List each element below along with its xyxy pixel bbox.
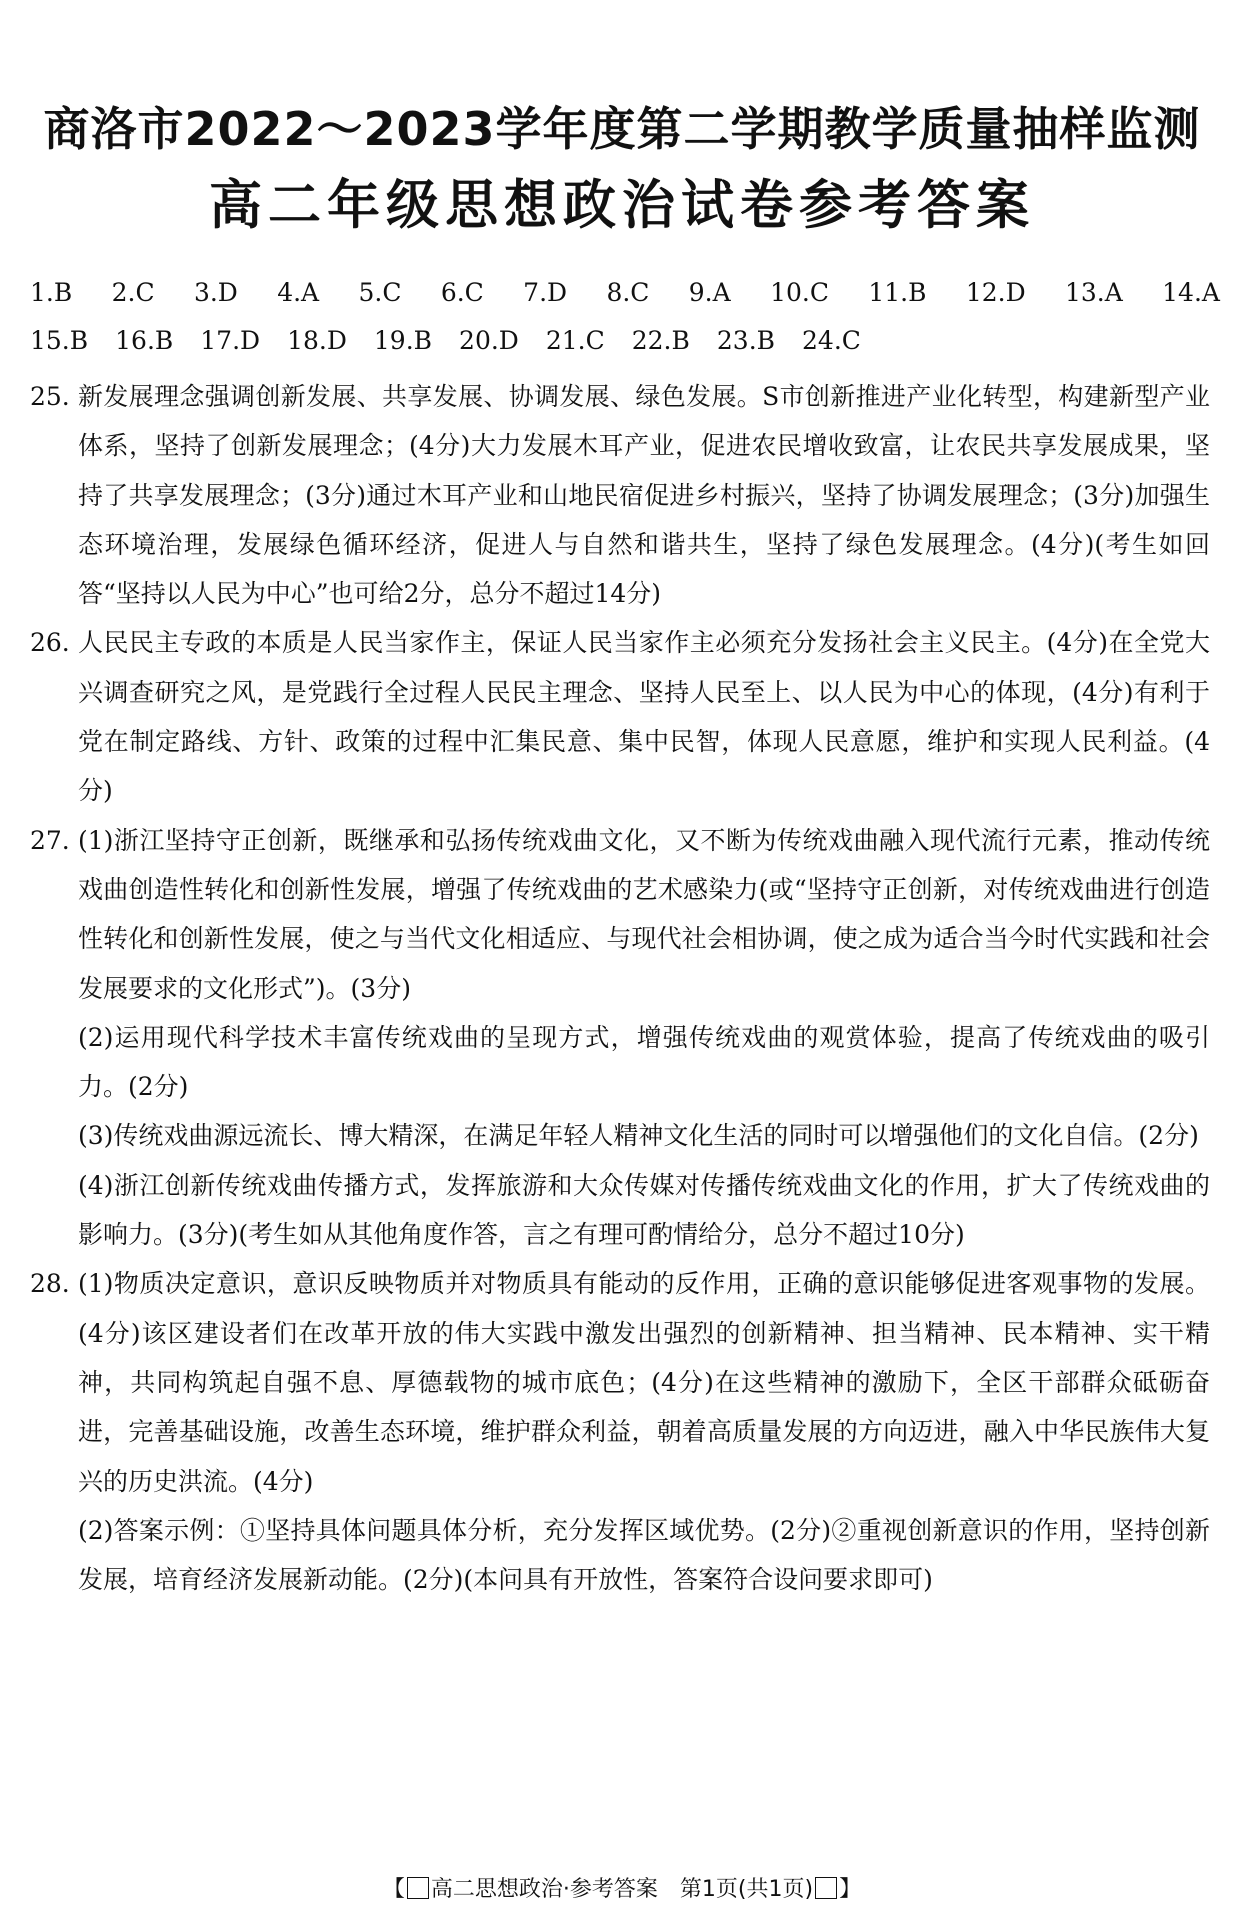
mc-answer: 6.C [440, 278, 484, 307]
mc-answer: 14.A [1162, 278, 1220, 307]
question-28 [30, 1259, 1210, 1604]
mc-answer: 15.B [30, 326, 89, 355]
question-number: 28. [30, 1269, 70, 1299]
mc-answer: 4.A [277, 278, 320, 307]
question-28-part-1: (1)物质决定意识，意识反映物质并对物质具有能动的反作用，正确的意识能够促进客观事物的发展。(4分)该区建设者们在改革开放的伟大实践中激发出强烈的创新精神、担当精神、民本精神、实干精神，共同构筑起自强不息、厚德载物的城市底色；(4分)在这些精神的激励下，全区干部群众砥砺奋进，完善基础设施，改善生态环境，维护群众利益，朝着高质量发展的方向迈进，融入中华民族伟大复兴的历史洪流。(4分) [78, 1269, 1210, 1496]
question-27-part-3: (3)传统戏曲源远流长、博大精深，在满足年轻人精神文化生活的同时可以增强他们的文化自信。(2分) [78, 1121, 1199, 1151]
question-number: 26. [30, 628, 70, 658]
question-27 [30, 816, 1210, 1260]
title-line-2: 高二年级思想政治试卷参考答案 [209, 175, 1035, 236]
square-box-icon [815, 1877, 837, 1899]
question-number: 25. [30, 382, 70, 411]
mc-answer: 20.D [459, 326, 519, 355]
question-26 [30, 618, 1210, 815]
square-box-icon [407, 1877, 429, 1899]
mc-answer: 22.B [631, 326, 690, 355]
question-26-answer: 人民民主专政的本质是人民当家作主，保证人民当家作主必须充分发扬社会主义民主。(4分)在全党大兴调查研究之风，是党践行全过程人民民主理念、坚持人民至上、以人民为中心的体现，(4分)有利于党在制定路线、方针、政策的过程中汇集民意、集中民智，体现人民意愿，维护和实现人民利益。(4分) [78, 628, 1210, 806]
question-number: 27. [30, 825, 70, 855]
page-footer [0, 1872, 1244, 1903]
mc-answer: 23.B [716, 326, 776, 355]
mc-answers-row-1 [30, 278, 1220, 307]
question-25-answer: 新发展理念强调创新发展、共享发展、协调发展、绿色发展。S市创新推进产业化转型，构建新型产业体系，坚持了创新发展理念；(4分)大力发展木耳产业，促进农民增收致富，让农民共享发展成果，坚持了共享发展理念；(3分)通过木耳产业和山地民宿促进乡村振兴，坚持了协调发展理念；(3分)加强生态环境治理，发展绿色循环经济，促进人与自然和谐共生，坚持了绿色发展理念。(4分)(考生如回答“坚持以人民为中心”也可给2分，总分不超过14分) [78, 382, 1210, 609]
footer-text: 高二思想政治·参考答案 第1页(共1页) [430, 1877, 814, 1902]
question-27-part-2: (2)运用现代科学技术丰富传统戏曲的呈现方式，增强传统戏曲的观赏体验，提高了传统戏曲的吸引力。(2分) [78, 1022, 1210, 1102]
mc-answer: 11.B [868, 278, 927, 307]
title-line-1: 商洛市2022～2023学年度第二学期教学质量抽样监测 [43, 102, 1201, 156]
footer-bracket-open: 【 [382, 1877, 405, 1902]
mc-answer: 8.C [606, 278, 650, 307]
answer-body [30, 372, 1210, 1604]
mc-answer: 18.D [287, 326, 347, 355]
mc-answer: 10.C [770, 278, 829, 307]
mc-answer: 12.D [965, 278, 1026, 307]
mc-answer: 9.A [688, 278, 731, 307]
mc-answer: 1.B [30, 278, 73, 307]
mc-answers-row-2 [30, 326, 1220, 355]
mc-answer: 13.A [1064, 278, 1123, 307]
mc-answer: 17.D [200, 326, 261, 355]
mc-answer: 19.B [373, 326, 433, 355]
mc-answer: 24.C [802, 326, 861, 355]
question-27-part-4: (4)浙江创新传统戏曲传播方式，发挥旅游和大众传媒对传播传统戏曲文化的作用，扩大了传统戏曲的影响力。(3分)(考生如从其他角度作答，言之有理可酌情给分，总分不超过10分) [78, 1170, 1210, 1250]
mc-answer: 16.B [115, 326, 174, 355]
mc-answer: 2.C [111, 278, 155, 307]
mc-answer: 5.C [358, 278, 402, 307]
mc-answer: 21.C [545, 326, 605, 355]
footer-bracket-close: 】 [839, 1877, 862, 1902]
question-25 [30, 372, 1210, 618]
question-27-part-1: (1)浙江坚持守正创新，既继承和弘扬传统戏曲文化，又不断为传统戏曲融入现代流行元素，推动传统戏曲创造性转化和创新性发展，增强了传统戏曲的艺术感染力(或“坚持守正创新，对传统戏曲进行创造性转化和创新性发展，使之与当代文化相适应、与现代社会相协调，使之成为适合当今时代实践和社会发展要求的文化形式”)。(3分) [78, 825, 1210, 1003]
question-28-part-2: (2)答案示例：①坚持具体问题具体分析，充分发挥区域优势。(2分)②重视创新意识的作用，坚持创新发展，培育经济发展新动能。(2分)(本问具有开放性，答案符合设问要求即可) [78, 1515, 1210, 1595]
mc-answer: 7.D [523, 278, 568, 307]
mc-answer: 3.D [193, 278, 238, 307]
